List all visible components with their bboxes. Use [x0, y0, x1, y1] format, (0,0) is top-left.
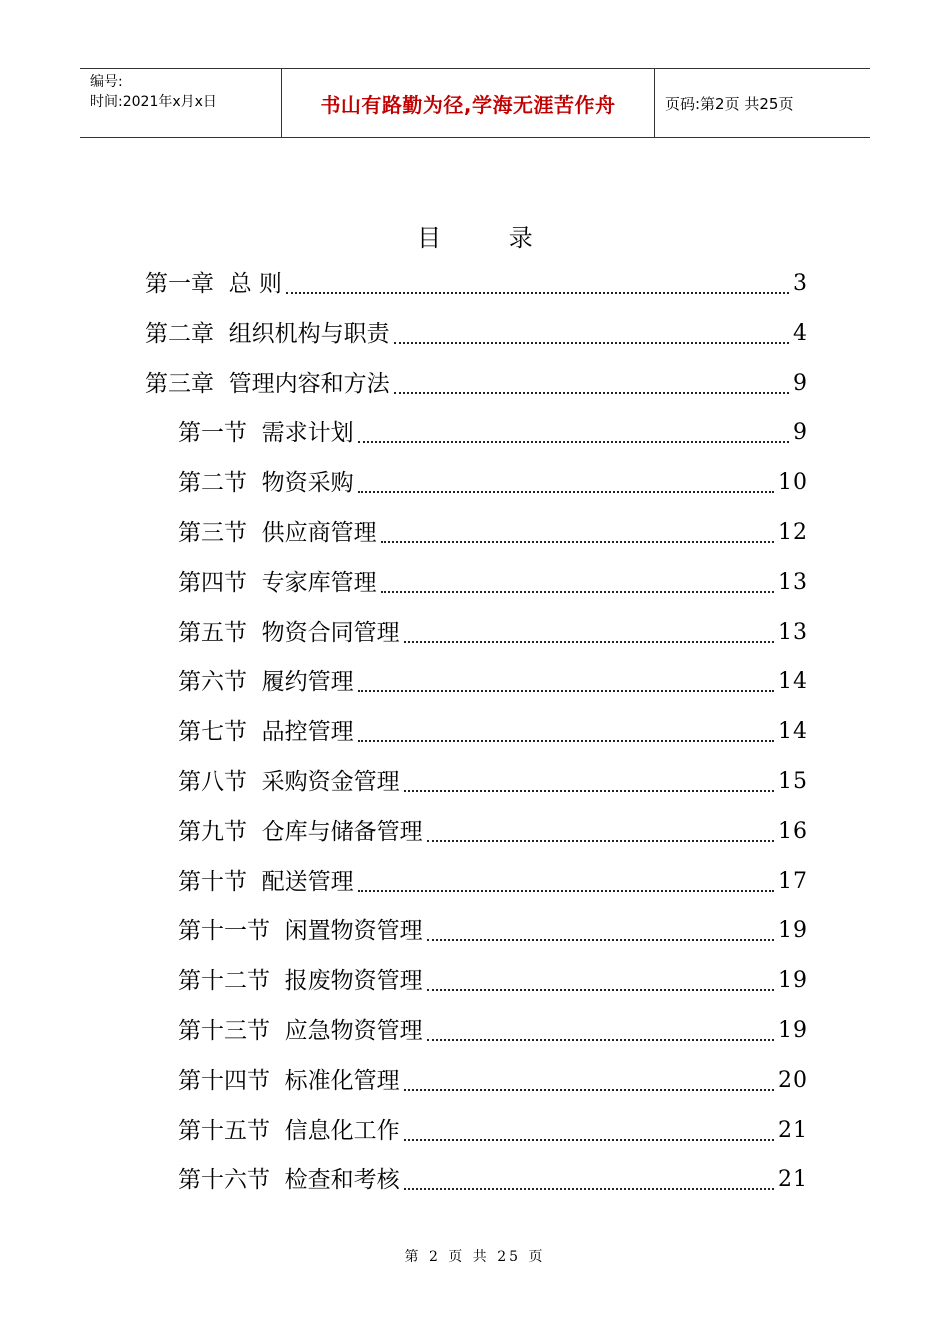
toc-leader-dots [358, 739, 774, 742]
toc-entry[interactable] [145, 314, 808, 354]
toc-leader-dots [404, 789, 774, 792]
toc-entry-label: 第九节 仓库与储备管理 [178, 818, 423, 845]
toc-leader-dots [358, 889, 774, 892]
toc-entry-page: 3 [793, 271, 808, 296]
toc-entry-page: 16 [778, 818, 808, 844]
toc-entry-label: 第七节 品控管理 [178, 719, 354, 746]
time-label: 时间:2021年x月x日 [90, 94, 217, 110]
toc-leader-dots [427, 839, 774, 842]
toc-entry[interactable] [178, 662, 808, 702]
toc-leader-dots [394, 391, 789, 394]
toc-entry[interactable] [178, 413, 808, 453]
toc-entry[interactable] [178, 961, 808, 1001]
toc-entry-label: 第三节 供应商管理 [178, 520, 377, 546]
toc-leader-dots [358, 490, 774, 493]
number-label: 编号: [90, 74, 123, 90]
toc-entry-label: 第一节 需求计划 [178, 420, 354, 447]
toc-entry[interactable] [178, 812, 808, 852]
toc-entry-label: 第六节 履约管理 [178, 669, 354, 696]
toc-entry-page: 19 [778, 968, 808, 994]
toc-leader-dots [286, 291, 789, 294]
toc-entry-label: 第十五节 信息化工作 [178, 1117, 400, 1144]
toc-entry[interactable] [178, 513, 808, 553]
toc-entry-page: 13 [778, 569, 808, 595]
toc-entry[interactable] [178, 463, 808, 503]
toc-leader-dots [404, 1138, 774, 1141]
toc-entry-label: 第十四节 标准化管理 [178, 1067, 400, 1094]
toc-entry-page: 4 [793, 320, 808, 346]
toc-leader-dots [427, 938, 774, 941]
toc-entry-label: 第十一节 闲置物资管理 [178, 918, 423, 945]
toc-entry-page: 21 [778, 1117, 808, 1143]
toc-entry-label: 第三章 管理内容和方法 [145, 370, 390, 397]
toc-entry[interactable] [178, 1011, 808, 1051]
toc-entry-label: 第四节 专家库管理 [178, 569, 377, 596]
toc-entry[interactable] [178, 613, 808, 653]
toc-entry[interactable] [145, 264, 808, 304]
toc-entry[interactable] [178, 712, 808, 752]
toc-entry-page: 9 [793, 420, 808, 446]
toc-entry-page: 17 [778, 868, 808, 894]
toc-entry-page: 9 [793, 370, 808, 396]
toc-leader-dots [404, 1187, 774, 1190]
toc-entry-label: 第十三节 应急物资管理 [178, 1018, 423, 1044]
toc-entry[interactable] [178, 1160, 808, 1200]
toc-leader-dots [381, 540, 774, 543]
toc-title: 目 录 [417, 224, 563, 252]
toc-entry-label: 第二章 组织机构与职责 [145, 320, 390, 347]
toc-entry-label: 第八节 采购资金管理 [178, 769, 400, 795]
toc-leader-dots [394, 341, 789, 344]
toc-entry[interactable] [178, 862, 808, 902]
header-meta [80, 69, 282, 137]
toc-leader-dots [358, 689, 774, 692]
toc-entry-label: 第一章 总 则 [145, 271, 282, 297]
toc-leader-dots [404, 640, 774, 643]
toc-entry[interactable] [178, 911, 808, 951]
page-footer: 第 2 页 共 25 页 [404, 1249, 546, 1265]
toc-leader-dots [404, 1088, 774, 1091]
toc-leader-dots [427, 988, 774, 991]
toc-entry-page: 19 [778, 918, 808, 944]
toc-leader-dots [358, 440, 789, 443]
toc-entry[interactable] [178, 563, 808, 603]
toc-entry[interactable] [178, 1061, 808, 1101]
header-page-info: 页码:第2页 共25页 [665, 94, 794, 113]
toc-leader-dots [427, 1038, 774, 1041]
toc-entry-label: 第十六节 检查和考核 [178, 1167, 400, 1194]
toc-entry-page: 13 [778, 619, 808, 645]
toc-entry[interactable] [178, 762, 808, 802]
toc-leader-dots [381, 590, 774, 593]
toc-entry-page: 12 [778, 520, 808, 545]
toc-entry-label: 第十二节 报废物资管理 [178, 968, 423, 995]
toc-entry-page: 15 [778, 769, 808, 794]
toc-entry[interactable] [145, 364, 808, 404]
toc-entry-page: 20 [778, 1067, 808, 1093]
toc-entry-page: 21 [778, 1167, 808, 1193]
toc-entry-label: 第五节 物资合同管理 [178, 619, 400, 646]
toc-entry-page: 14 [778, 719, 808, 745]
toc-entry-page: 14 [778, 669, 808, 695]
toc-entry-label: 第十节 配送管理 [178, 868, 354, 895]
toc-entry-label: 第二节 物资采购 [178, 470, 354, 497]
header-motto: 书山有路勤为径,学海无涯苦作舟 [282, 69, 655, 137]
toc-entry-page: 10 [778, 470, 808, 496]
toc-entry[interactable] [178, 1111, 808, 1151]
page-header [80, 68, 870, 138]
toc-entry-page: 19 [778, 1018, 808, 1043]
